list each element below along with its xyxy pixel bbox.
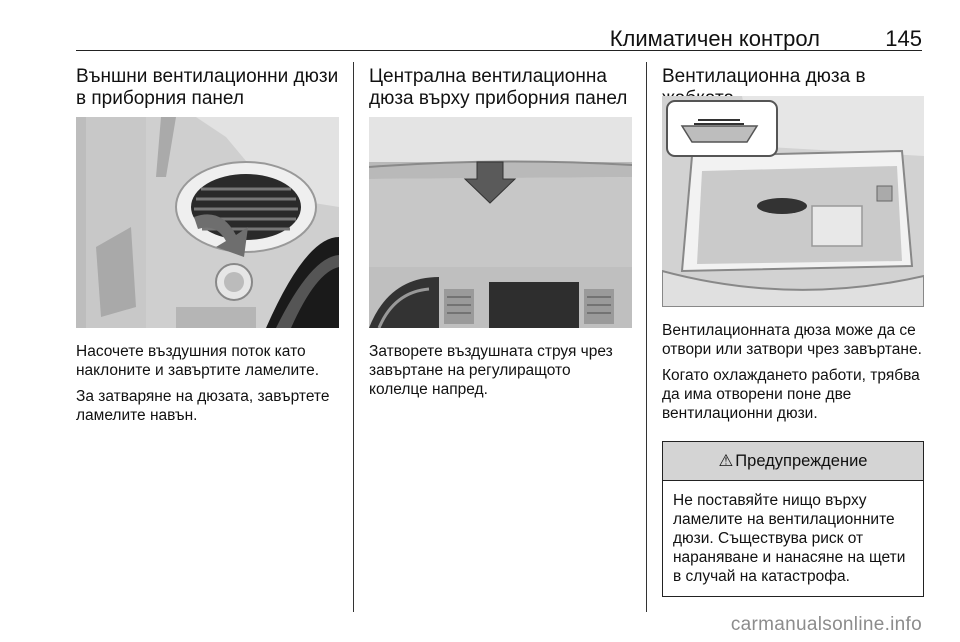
watermark: carmanualsonline.info — [730, 614, 922, 635]
column-glovebox-vent — [662, 66, 924, 585]
side-vent-illustration — [76, 117, 339, 328]
section-body — [369, 342, 632, 406]
section-heading: Централна вентилационна дюза върху приборния панел — [369, 66, 628, 109]
warning-title: Предупреждение — [735, 452, 868, 470]
column-divider — [353, 62, 354, 612]
warning-text: Не поставяйте нищо върху ламелите на вентилационните дюзи. Съществува риск от нараняване и нанасяне на щети в случай на катастрофа. — [673, 492, 906, 585]
section-body — [662, 321, 924, 430]
chapter-title: Климатичен контрол — [609, 26, 820, 51]
section-body — [76, 342, 339, 432]
warning-triangle-icon: ⚠ — [718, 452, 734, 470]
header-rule — [76, 50, 922, 51]
paragraph: Когато охлаждането работи, трябва да има отворени поне две вентилационни дюзи. — [662, 367, 920, 422]
center-vent-illustration — [369, 117, 632, 328]
paragraph: Насочете въздушния поток като наклоните и завъртите ламелите. — [76, 343, 320, 379]
paragraph: За затваряне на дюзата, завъртете ламелите навън. — [76, 388, 330, 424]
column-divider — [646, 62, 647, 612]
page-number: 145 — [885, 26, 922, 51]
warning-header — [663, 442, 923, 481]
section-heading: Външни вентилационни дюзи в приборния панел — [76, 66, 339, 109]
warning-box — [662, 441, 924, 597]
paragraph: Затворете въздушната струя чрез завъртане на регулиращото колелце напред. — [369, 343, 613, 398]
column-center-vent — [369, 66, 632, 398]
column-side-vents — [76, 66, 339, 424]
section-heading: Вентилационна дюза в — [662, 66, 866, 87]
paragraph: Вентилационната дюза може да се отвори или затвори чрез завъртане. — [662, 322, 922, 358]
glovebox-vent-illustration — [662, 96, 924, 307]
